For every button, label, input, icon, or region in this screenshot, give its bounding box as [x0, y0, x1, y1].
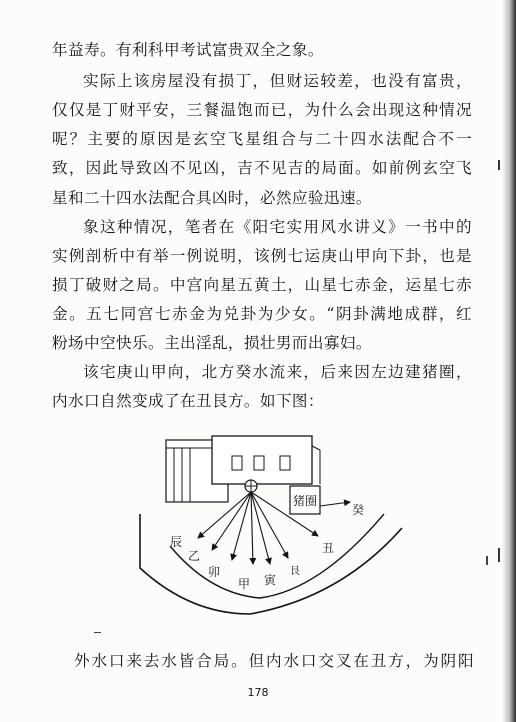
label-gui: 癸 — [352, 503, 365, 517]
label-chen: 辰 — [170, 535, 183, 549]
paragraph-line: 实例剖析中有举一例说明，该例七运庚山甲向下卦，也是 — [52, 247, 472, 265]
paragraph-line: 星和二十四水法配合具凶时，必然应验迅速。 — [52, 189, 372, 207]
paragraph-line: 象这种情况，笔者在《阳宅实用风水讲义》一书中的 — [83, 218, 472, 236]
label-gen: 艮 — [290, 566, 300, 577]
label-chou: 丑 — [322, 541, 335, 555]
page-number: 178 — [247, 686, 269, 699]
paragraph-line: 粉场中空快乐。主出淫乱，损壮男而出寡妇。 — [52, 334, 372, 352]
inner-riverbank — [170, 514, 384, 598]
outer-riverbank — [140, 514, 402, 614]
stray-mark — [486, 556, 488, 565]
label-yi: 乙 — [188, 549, 201, 563]
scan-edge-mark — [498, 160, 500, 170]
paragraph-line: 损丁破财之局。中宫向星五黄土，山星七赤金，运星七赤 — [52, 276, 472, 294]
paragraph-line: 该宅庚山甲向，北方癸水流来，后来因左边建猪圈， — [83, 363, 472, 381]
scan-edge-mark — [498, 548, 500, 562]
paragraph-line: 年益寿。有利科甲考试富贵双全之象。 — [52, 41, 324, 59]
paragraph-line: 致，因此导致凶不见凶，吉不见吉的局面。如前例玄空飞 — [52, 159, 472, 177]
house-main — [212, 436, 320, 484]
paragraph-line: 呢？主要的原因是玄空飞星组合与二十四水法配合不一 — [52, 130, 472, 148]
luopan-center — [245, 480, 257, 492]
paragraph-line: 金。五七同宫七赤金为兑卦为少女。“阴卦满地成群，红 — [52, 305, 472, 323]
paragraph-line: 外水口来去水皆合局。但内水口交叉在丑方，为阴阳 — [74, 652, 474, 670]
label-yin: 寅 — [264, 573, 277, 587]
label-mao: 卯 — [208, 565, 221, 579]
label-pig-pen: 猪圈 — [292, 494, 318, 508]
scan-shadow-edge — [502, 0, 516, 722]
label-jia: 甲 — [238, 577, 251, 591]
fengshui-water-diagram — [140, 418, 410, 618]
paragraph-line: 内水口自然变成了在丑艮方。如下图： — [52, 392, 324, 410]
paragraph-line: 仅仅是丁财平安，三餐温饱而已，为什么会出现这种情况 — [52, 101, 472, 119]
paragraph-line: 实际上该房屋没有损丁，但财运较差，也没有富贵， — [83, 72, 472, 90]
stray-mark — [94, 632, 101, 633]
